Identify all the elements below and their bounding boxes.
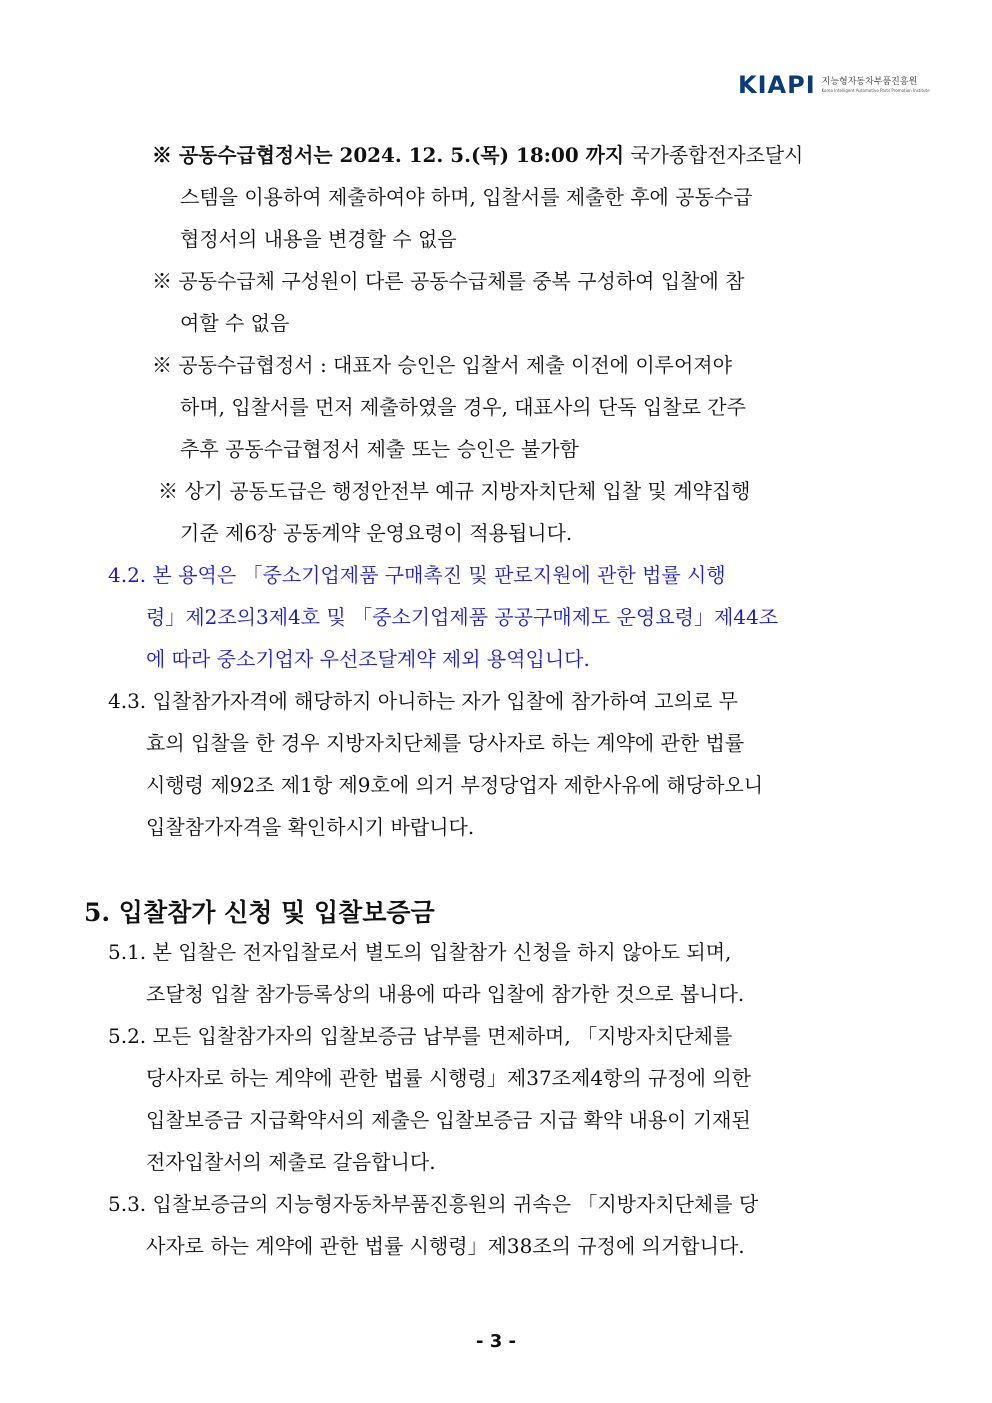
para-4-3-line4: 입찰참가자격을 확인하시기 바랍니다. xyxy=(146,815,475,839)
logo-org-name-ko: 지능형자동차부품진흥원 xyxy=(821,76,918,87)
para-4-2-line1: 4.2. 본 용역은 「중소기업제품 구매촉진 및 판로지원에 관한 법률 시행 xyxy=(108,563,726,587)
para-4-2-line2: 령」제2조의3제4호 및 「중소기업제품 공공구매제도 운영요령」제44조 xyxy=(146,605,779,629)
note4-line2: 기준 제6장 공동계약 운영요령이 적용됩니다. xyxy=(180,521,573,545)
note2-line2: 여할 수 없음 xyxy=(180,311,290,335)
note1-line1 xyxy=(152,143,908,167)
note3-line3: 추후 공동수급협정서 제출 또는 승인은 불가함 xyxy=(180,437,579,461)
para-5-3-line1: 5.3. 입찰보증금의 지능형자동차부품진흥원의 귀속은 「지방자치단체를 당 xyxy=(108,1192,759,1216)
logo-text xyxy=(822,77,930,94)
para-5-1-line2: 조달청 입찰 참가등록상의 내용에 따라 입찰에 참가한 것으로 봅니다. xyxy=(146,982,745,1006)
note2-line1: ※ 공동수급체 구성원이 다른 공동수급체를 중복 구성하여 입찰에 참 xyxy=(152,269,745,293)
note1-line3: 협정서의 내용을 변경할 수 없음 xyxy=(180,227,457,251)
section5-heading: 5. 입찰참가 신청 및 입찰보증금 xyxy=(84,898,435,927)
para-5-2-line2: 당사자로 하는 계약에 관한 법률 시행령」제37조제4항의 규정에 의한 xyxy=(146,1066,751,1090)
note1-bold: ※ 공동수급협정서는 2024. 12. 5.(목) 18:00 까지 xyxy=(152,143,625,167)
logo-mark: KIAPI xyxy=(738,71,816,99)
note3-line1: ※ 공동수급협정서 : 대표자 승인은 입찰서 제출 이전에 이루어져야 xyxy=(152,353,732,377)
para-4-3-line2: 효의 입찰을 한 경우 지방자치단체를 당사자로 하는 계약에 관한 법률 xyxy=(146,731,745,755)
note4-line1: ※ 상기 공동도급은 행정안전부 예규 지방자치단체 입찰 및 계약집행 xyxy=(158,479,751,503)
para-5-3-line2: 사자로 하는 계약에 관한 법률 시행령」제38조의 규정에 의거합니다. xyxy=(146,1234,745,1258)
logo-org-name-en: Korea Intelligent Automotive Parts Promotion Institute xyxy=(821,87,930,93)
note1-rest: 국가종합전자조달시 xyxy=(624,143,804,167)
para-4-3-line3: 시행령 제92조 제1항 제9호에 의거 부정당업자 제한사유에 해당하오니 xyxy=(146,773,764,797)
para-5-1-line1: 5.1. 본 입찰은 전자입찰로서 별도의 입찰참가 신청을 하지 않아도 되며, xyxy=(108,940,732,964)
para-5-2-line1: 5.2. 모든 입찰참가자의 입찰보증금 납부를 면제하며, 「지방자치단체를 xyxy=(108,1024,733,1048)
para-5-2-line4: 전자입찰서의 제출로 갈음합니다. xyxy=(146,1150,436,1174)
note1-line2: 스템을 이용하여 제출하여야 하며, 입찰서를 제출한 후에 공동수급 xyxy=(180,185,753,209)
para-5-2-line3: 입찰보증금 지급확약서의 제출은 입찰보증금 지급 확약 내용이 기재된 xyxy=(146,1108,751,1132)
org-logo xyxy=(738,72,930,98)
page-number: - 3 - xyxy=(476,1331,516,1352)
para-4-3-line1: 4.3. 입찰참가자격에 해당하지 아니하는 자가 입찰에 참가하여 고의로 무 xyxy=(108,689,738,713)
note3-line2: 하며, 입찰서를 먼저 제출하였을 경우, 대표사의 단독 입찰로 간주 xyxy=(180,395,746,419)
para-4-2-line3: 에 따라 중소기업자 우선조달계약 제외 용역입니다. xyxy=(146,647,590,671)
